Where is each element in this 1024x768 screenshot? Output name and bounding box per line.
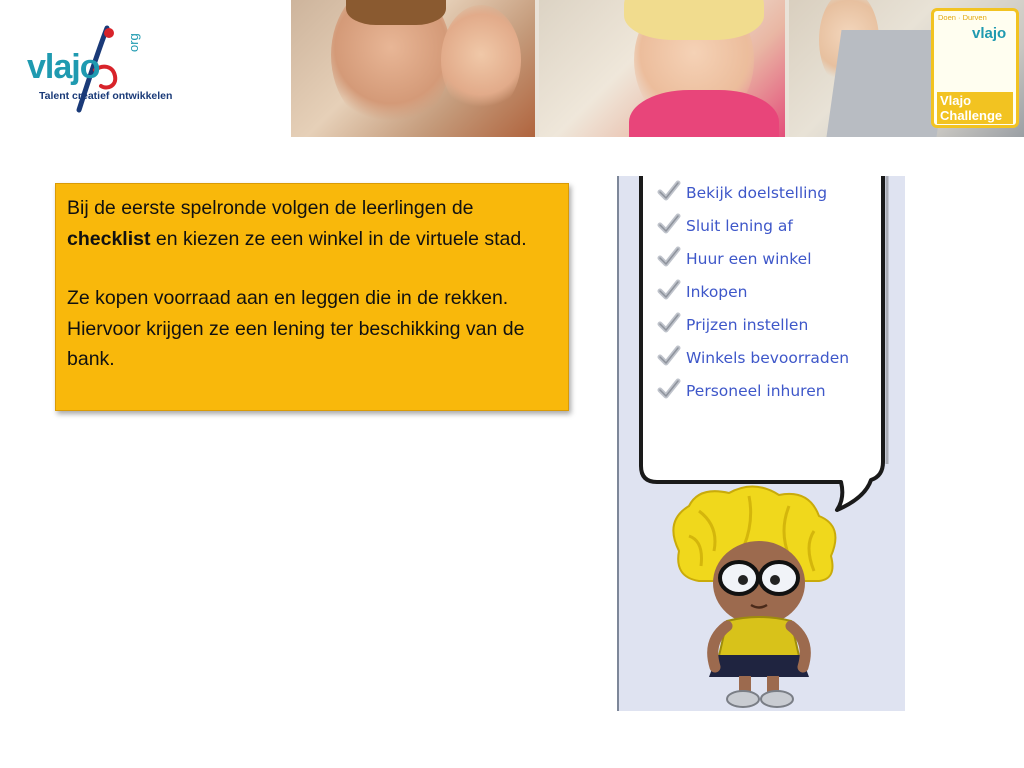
banner-photo-students xyxy=(291,0,535,137)
checklist-item[interactable] xyxy=(657,378,857,401)
check-icon xyxy=(657,279,681,301)
checklist-item-label: Winkels bevoorraden xyxy=(686,349,850,367)
checklist-item-label: Inkopen xyxy=(686,283,748,301)
paragraph-1-start: Bij de eerste spelronde volgen de leerlingen de xyxy=(67,197,474,219)
check-icon xyxy=(657,345,681,367)
checklist-item[interactable] xyxy=(657,279,857,302)
checklist-item-label: Prijzen instellen xyxy=(686,316,809,334)
header xyxy=(0,0,1024,137)
checklist-item[interactable] xyxy=(657,213,857,236)
checklist-item[interactable] xyxy=(657,180,857,203)
badge-title xyxy=(937,92,1013,124)
checklist-item-label: Personeel inhuren xyxy=(686,382,826,400)
checklist-item[interactable] xyxy=(657,246,857,269)
header-banner xyxy=(291,0,1024,137)
check-icon xyxy=(657,180,681,202)
game-screenshot-panel xyxy=(617,176,905,711)
check-icon xyxy=(657,246,681,268)
check-icon xyxy=(657,378,681,400)
mascot-character-icon xyxy=(659,481,859,711)
checklist-item-label: Bekijk doelstelling xyxy=(686,184,828,202)
vlajo-logo[interactable] xyxy=(22,20,192,120)
badge-logo: vlajo xyxy=(972,25,1007,42)
checklist-item[interactable] xyxy=(657,345,857,368)
game-checklist xyxy=(657,180,857,411)
logo-wordmark: vlajo xyxy=(27,48,100,86)
checklist-item[interactable] xyxy=(657,312,857,335)
logo-suffix: org xyxy=(126,33,141,52)
checklist-item-label: Sluit lening af xyxy=(686,217,793,235)
info-text-box xyxy=(55,183,569,411)
checklist-keyword: checklist xyxy=(67,227,151,250)
banner-photo-classroom xyxy=(539,0,785,137)
badge-tagline: Doen · Durven xyxy=(938,13,987,22)
check-icon xyxy=(657,213,681,235)
logo-tagline: Talent creatief ontwikkelen xyxy=(39,90,173,102)
vlajo-challenge-badge[interactable] xyxy=(931,8,1019,128)
paragraph-1-end: en kiezen ze een winkel in de virtuele stad. xyxy=(150,227,527,250)
badge-title-line1: Vlajo xyxy=(940,93,972,108)
checklist-item-label: Huur een winkel xyxy=(686,250,812,268)
badge-title-line2: Challenge xyxy=(940,108,1003,123)
check-icon xyxy=(657,312,681,334)
info-paragraph-2: Ze kopen voorraad aan en leggen die in de rekken. Hiervoor krijgen ze een lening ter beschikking van de bank. xyxy=(67,287,525,370)
info-paragraph-1 xyxy=(67,193,557,254)
